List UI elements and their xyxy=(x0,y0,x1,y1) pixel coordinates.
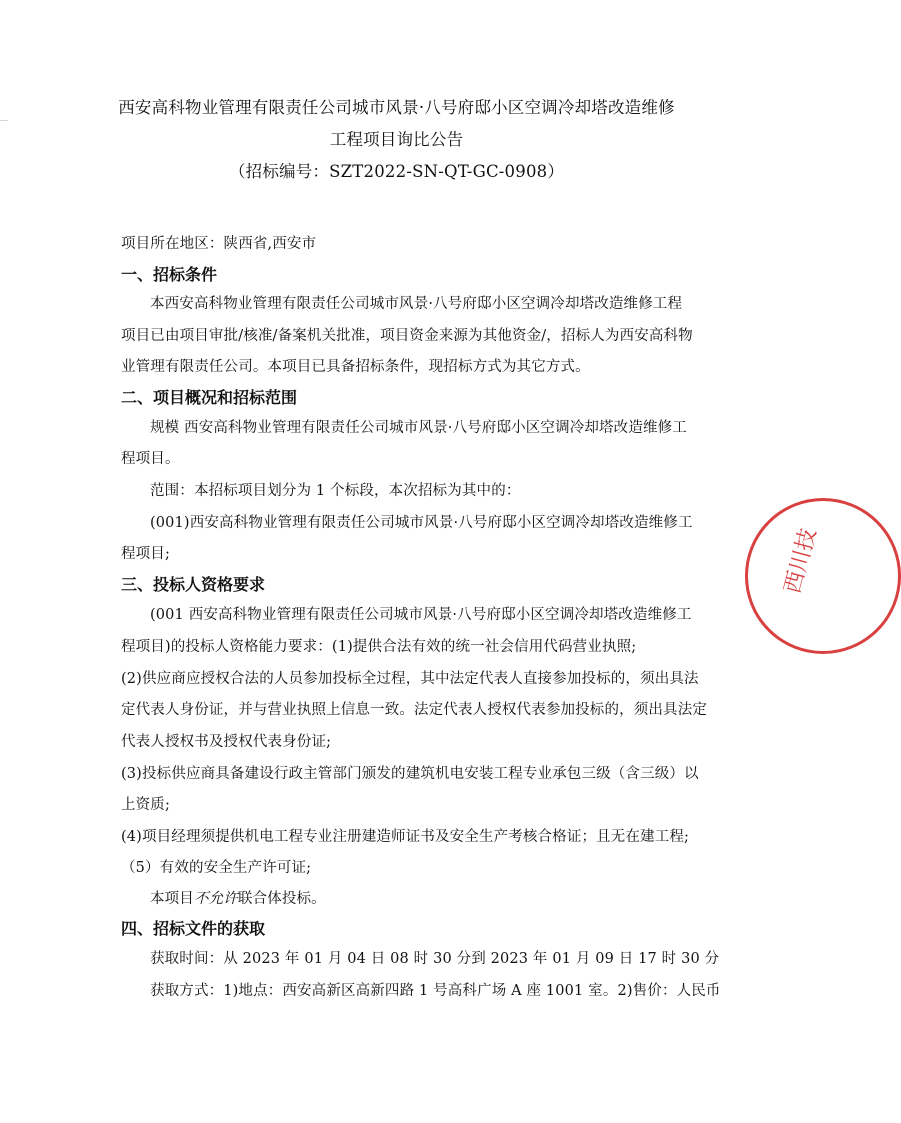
bid-number: （招标编号：SZT2022-SN-QT-GC-0908） xyxy=(228,162,565,181)
scan-edge-mark xyxy=(0,120,8,121)
overview-lot-line1: (001)西安高科物业管理有限责任公司城市风景·八号府邸小区空调冷却塔改造维修工 xyxy=(150,515,693,531)
overview-range: 范围：本招标项目划分为 1 个标段，本次招标为其中的： xyxy=(150,483,521,499)
overview-scale-line2: 程项目。 xyxy=(121,451,180,467)
qualification-line2: 程项目)的投标人资格能力要求：(1)提供合法有效的统一社会信用代码营业执照; xyxy=(121,639,637,655)
section-heading-bid-conditions: 一、招标条件 xyxy=(121,265,218,284)
qualification-line6: (3)投标供应商具备建设行政主管部门颁发的建筑机电安装工程专业承包三级（含三级）以 xyxy=(121,766,699,782)
overview-scale-line1: 规模 西安高科物业管理有限责任公司城市风景·八号府邸小区空调冷却塔改造维修工 xyxy=(150,420,687,436)
qualification-line1: (001 西安高科物业管理有限责任公司城市风景·八号府邸小区空调冷却塔改造维修工 xyxy=(150,607,692,623)
document-title-line1: 西安高科物业管理有限责任公司城市风景·八号府邸小区空调冷却塔改造维修 xyxy=(118,98,675,117)
joint-bid-statement xyxy=(150,887,326,908)
joint-bid-prefix: 本项目 xyxy=(150,891,194,907)
section-heading-overview: 二、项目概况和招标范围 xyxy=(121,388,298,407)
bid-conditions-line2: 项目已由项目审批/核准/备案机关批准，项目资金来源为其他资金/，招标人为西安高科物 xyxy=(121,328,693,344)
qualification-line8: (4)项目经理须提供机电工程专业注册建造师证书及安全生产考核合格证；且无在建工程; xyxy=(121,829,690,845)
qualification-line5: 代表人授权书及授权代表身份证; xyxy=(121,734,332,750)
joint-bid-suffix: 联合体投标。 xyxy=(237,891,326,907)
joint-bid-emphasis: 不允许 xyxy=(193,891,238,907)
obtain-time: 获取时间：从 2023 年 01 月 04 日 08 时 30 分到 2023 年 01 月 09 日 17 时 30 分 xyxy=(150,951,720,967)
project-region: 项目所在地区：陕西省,西安市 xyxy=(121,236,317,252)
qualification-line9: （5）有效的安全生产许可证; xyxy=(121,860,312,876)
qualification-line3: (2)供应商应授权合法的人员参加投标全过程，其中法定代表人直接参加投标的，须出具法 xyxy=(121,671,699,687)
document-title-line2: 工程项目询比公告 xyxy=(329,130,464,149)
seal-text: 西川技 xyxy=(780,525,822,597)
qualification-line4: 定代表人身份证，并与营业执照上信息一致。法定代表人授权代表参加投标的，须出具法定 xyxy=(121,702,707,718)
obtain-method: 获取方式：1)地点：西安高新区高新四路 1 号高科广场 A 座 1001 室。2)售价：人民币 xyxy=(150,983,721,999)
qualification-line7: 上资质; xyxy=(121,797,170,813)
section-heading-obtain-documents: 四、招标文件的获取 xyxy=(121,919,266,938)
official-seal-stamp xyxy=(745,498,901,654)
bid-conditions-line1: 本西安高科物业管理有限责任公司城市风景·八号府邸小区空调冷却塔改造维修工程 xyxy=(150,296,683,312)
bid-conditions-line3: 业管理有限责任公司。本项目已具备招标条件，现招标方式为其它方式。 xyxy=(121,359,590,375)
section-heading-qualifications: 三、投标人资格要求 xyxy=(121,575,266,594)
overview-lot-line2: 程项目; xyxy=(121,546,170,562)
